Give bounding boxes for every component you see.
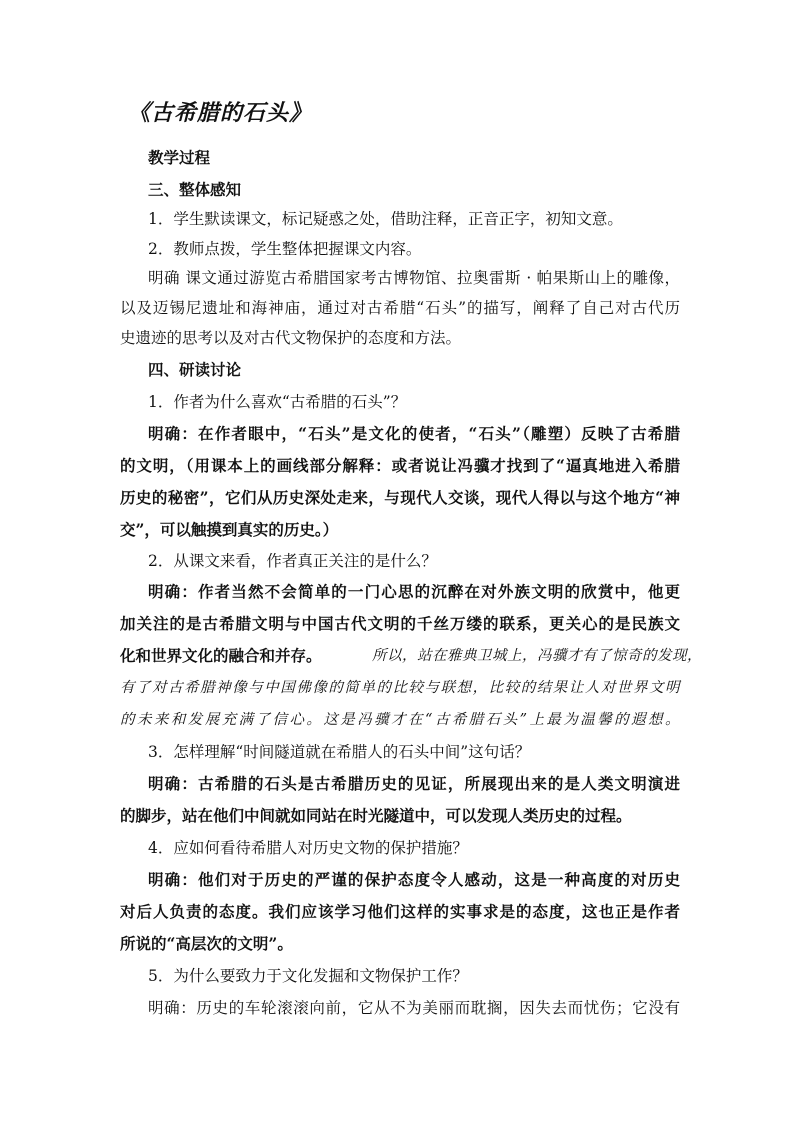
text-line-l5a xyxy=(148,268,680,288)
text-line-l10c2: 所以，站在雅典卫城上，冯骥才有了惊奇的发现， xyxy=(372,648,702,664)
text-line-l10c1: 化和世界文化的融合和并存。 xyxy=(120,646,322,665)
text-line-l7: 1．作者为什么喜欢“古希腊的石头”？ xyxy=(148,393,407,411)
answer-text: 课文通过游览古希腊国家考古博物馆、拉奥雷斯 · 帕果斯山上的雕像， xyxy=(179,269,680,287)
text-line-l8b: 的文明，（用课本上的画线部分解释：或者说让冯骥才找到了“逼真地进入希腊 xyxy=(120,456,680,475)
text-line-l2: 三、整体感知 xyxy=(148,180,242,199)
text-line-l15: 5．为什么要致力于文化发掘和文物保护工作？ xyxy=(148,967,468,985)
text-line-l1: 教学过程 xyxy=(148,148,211,167)
text-line-l5b: 以及迈锡尼遗址和海神庙，通过对古希腊“石头”的描写，阐释了自己对古代历 xyxy=(120,299,680,317)
text-line-l13: 4．应如何看待希腊人对历史文物的保护措施？ xyxy=(148,839,468,857)
text-line-l10a: 明确：作者当然不会简单的一门心思的沉醉在对外族文明的欣赏中，他更 xyxy=(148,582,680,601)
text-line-l6: 四、研读讨论 xyxy=(148,360,242,379)
text-line-l14c: 所说的“高层次的文明”。 xyxy=(120,934,293,953)
text-line-l5c: 史遗迹的思考以及对古代文物保护的态度和方法。 xyxy=(120,329,462,347)
text-line-l14a: 明确：他们对于历史的严谨的保护态度令人感动，这是一种高度的对历史 xyxy=(148,870,680,889)
text-line-l10d: 有了对古希腊神像与中国佛像的简单的比较与联想，比较的结果让人对世界文明 xyxy=(120,680,680,696)
text-line-l11: 3．怎样理解“时间隧道就在希腊人的石头中间”这句话？ xyxy=(148,743,531,761)
text-line-l9: 2．从课文来看，作者真正关注的是什么？ xyxy=(148,552,437,570)
text-line-l14b: 对后人负责的态度。我们应该学习他们这样的实事求是的态度，这也正是作者 xyxy=(120,902,680,921)
text-line-l8c: 历史的秘密”，它们从历史深处走来，与现代人交谈，现代人得以与这个地方“神 xyxy=(120,488,680,507)
text-line-l16: 明确：历史的车轮滚滚向前，它从不为美丽而耽搁，因失去而忧伤；它没有 xyxy=(148,999,680,1017)
text-line-l10e: 的未来和发展充满了信心。这是冯骥才在“古希腊石头”上最为温馨的遐想。 xyxy=(120,712,680,728)
document-title: 《古希腊的石头》 xyxy=(128,100,313,126)
text-line-l3: 1．学生默读课文，标记疑惑之处，借助注释，正音正字，初知文意。 xyxy=(148,210,623,228)
text-line-l8d: 交”，可以触摸到真实的历史。） xyxy=(120,520,339,539)
text-line-l8a: 明确：在作者眼中，“石头”是文化的使者，“石头”（雕塑）反映了古希腊 xyxy=(148,424,680,443)
text-line-l4: 2．教师点拨，学生整体把握课文内容。 xyxy=(148,240,422,258)
text-line-l12b: 的脚步，站在他们中间就如同站在时光隧道中，可以发现人类历史的过程。 xyxy=(120,806,632,825)
text-line-l10b: 加关注的是古希腊文明与中国古代文明的千丝万缕的联系，更关心的是民族文 xyxy=(120,614,680,633)
answer-label: 明确 xyxy=(148,269,180,287)
text-line-l12a: 明确：古希腊的石头是古希腊历史的见证，所展现出来的是人类文明演进 xyxy=(148,774,680,793)
